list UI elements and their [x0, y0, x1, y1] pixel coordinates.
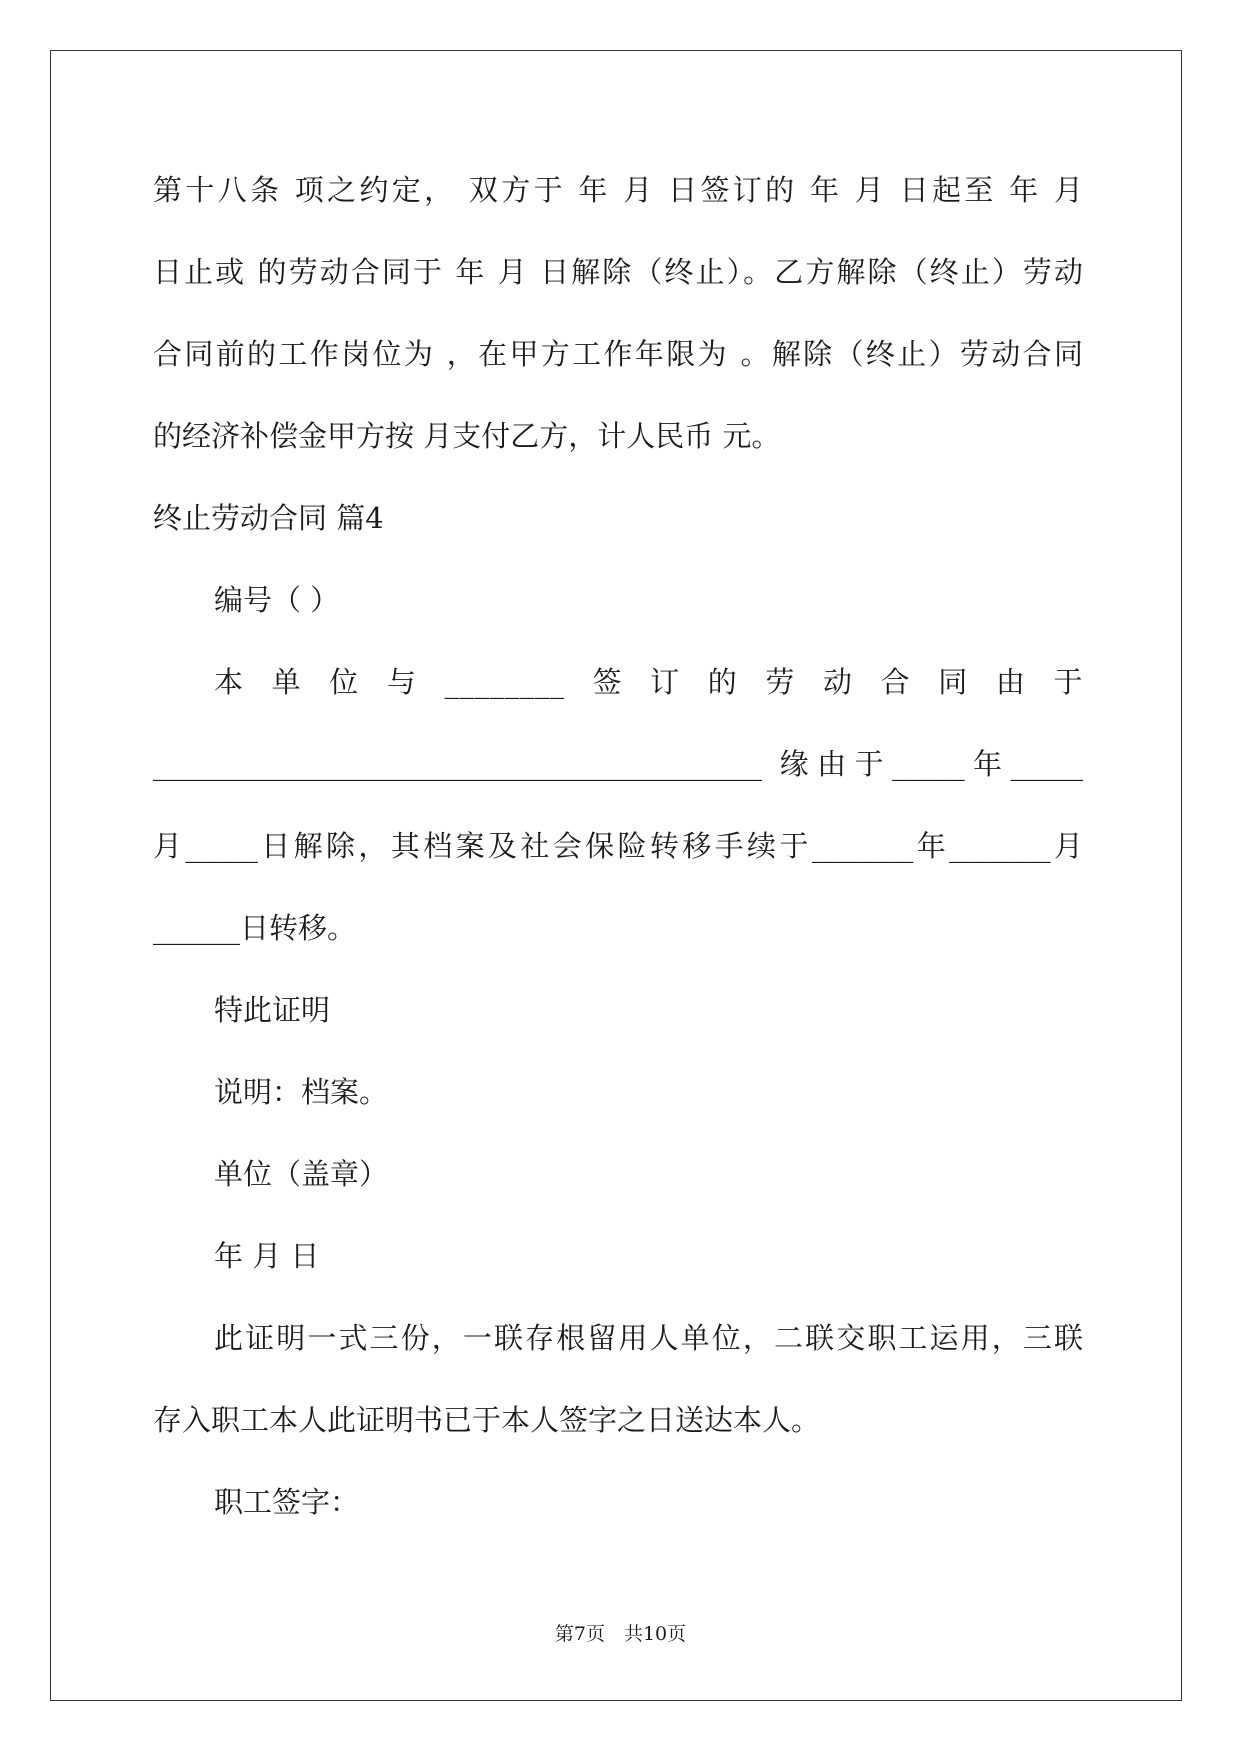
paragraph-line-4: 的经济补偿金甲方按 月支付乙方，计人民币 元。	[153, 419, 781, 453]
certify-text: 特此证明	[214, 993, 331, 1027]
paragraph-line-3: 合同前的工作岗位为 ，在甲方工作年限为 。解除（终止）劳动合同	[153, 337, 1083, 371]
paragraph-line-2: 日止或 的劳动合同于 年 月 日解除（终止）。乙方解除（终止）劳动	[153, 255, 1083, 289]
unit-seal-label: 单位（盖章）	[214, 1157, 389, 1191]
number-label: 编号（ ）	[214, 583, 340, 617]
certificate-line-2: __________________________________________ 缘由于_____年_____	[153, 747, 1083, 781]
certificate-line-1: 本单位与________签订的劳动合同由于	[214, 665, 1083, 699]
certificate-line-4: ______日转移。	[153, 911, 357, 945]
employee-signature-label: 职工签字：	[214, 1485, 360, 1519]
paragraph-line-1: 第十八条 项之约定， 双方于 年 月 日签订的 年 月 日起至 年 月	[153, 173, 1083, 207]
copies-note-line-1: 此证明一式三份，一联存根留用人单位，二联交职工运用，三联	[214, 1321, 1083, 1355]
note-text: 说明：档案。	[214, 1075, 389, 1109]
certificate-line-3: 月_____日解除，其档案及社会保险转移手续于_______年_______月	[153, 829, 1083, 863]
date-label: 年 月 日	[214, 1239, 320, 1273]
page-border	[50, 50, 1182, 1701]
section-heading: 终止劳动合同 篇4	[153, 501, 384, 535]
copies-note-line-2: 存入职工本人此证明书已于本人签字之日送达本人。	[153, 1403, 821, 1437]
page-number-footer: 第7页 共10页	[554, 1623, 687, 1645]
